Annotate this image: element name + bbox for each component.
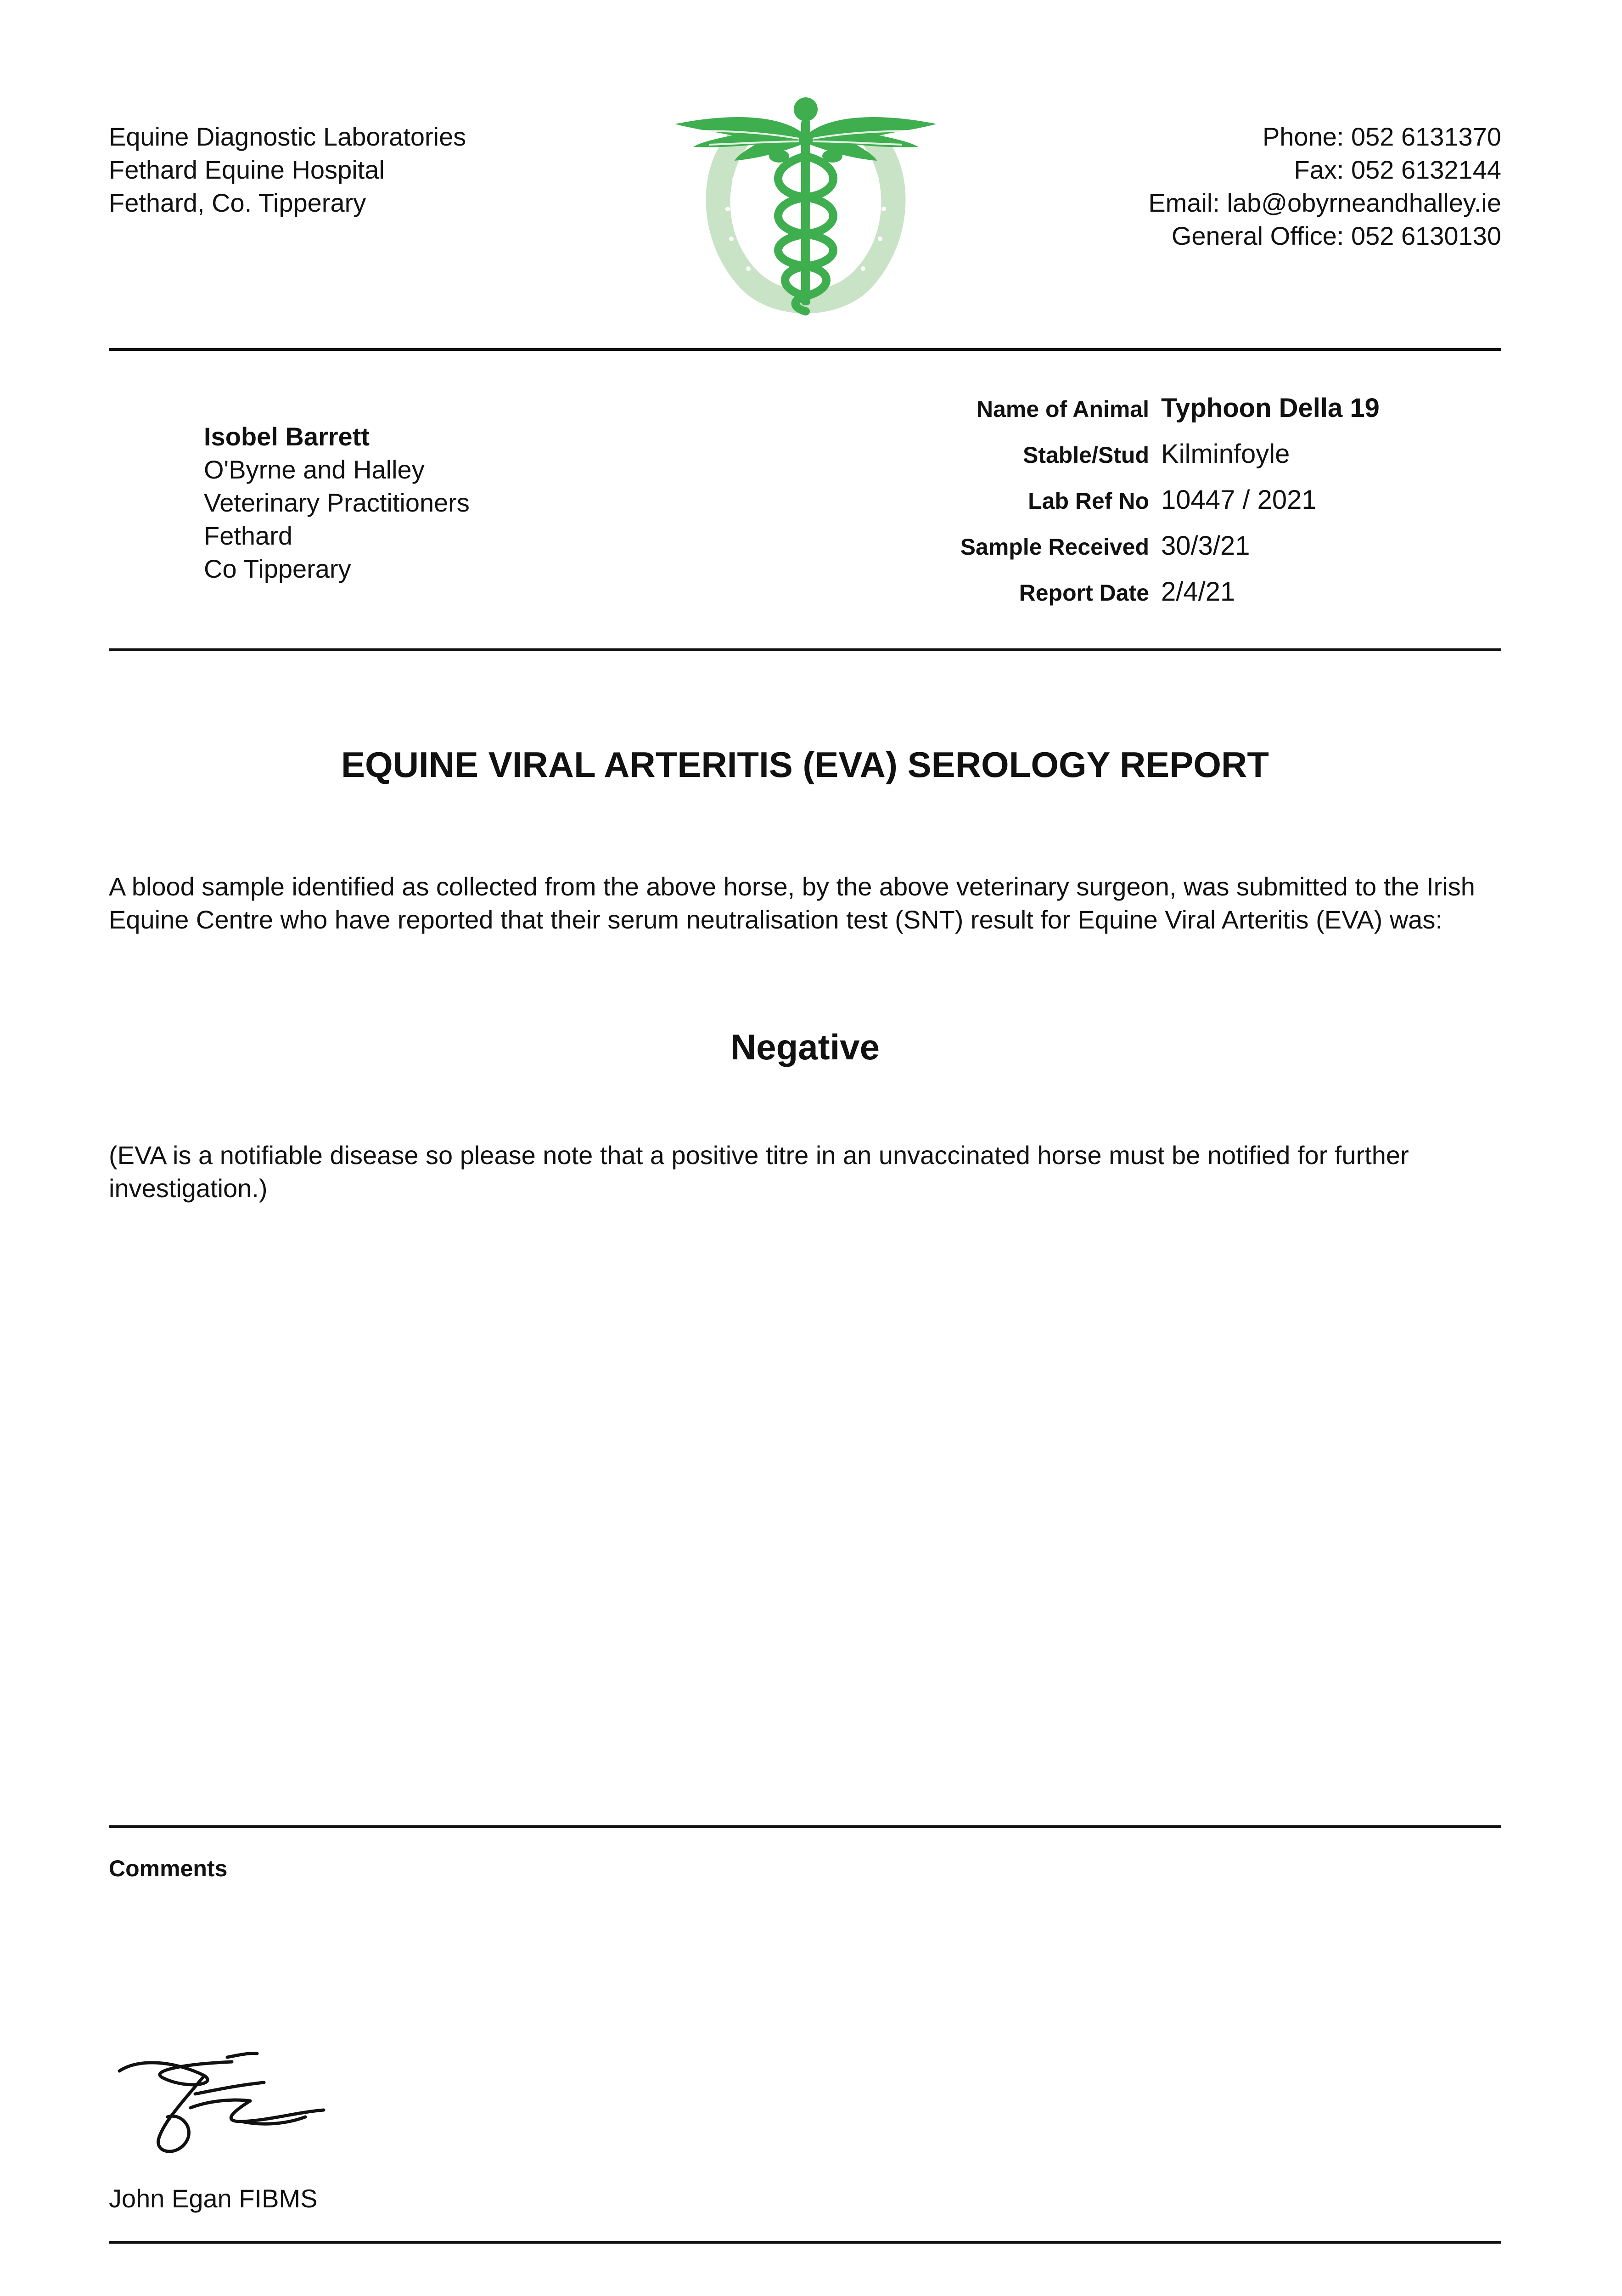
detail-row-sample-received [872, 530, 1469, 576]
recipient-address [204, 420, 470, 585]
notifiable-disease-note: (EVA is a notifiable disease so please note that a positive titre in an unvaccinated horse must be notified for further investigation.) [109, 1141, 1409, 1203]
recipient-line: Fethard [204, 521, 292, 550]
report-intro: A blood sample identified as collected from the above horse, by the above veterinary surgeon, was submitted to the Irish Equine Centre who have reported that their serum neutralisation test (SNT) result for Equine Viral Arteritis (EVA) was: [109, 872, 1475, 934]
detail-row-stable-stud [872, 439, 1469, 484]
detail-label: Sample Received [960, 534, 1149, 560]
detail-value: 2/4/21 [1161, 577, 1235, 607]
fax-number: Fax: 052 6132144 [1294, 155, 1501, 184]
report-title: EQUINE VIRAL ARTERITIS (EVA) SEROLOGY REPORT [341, 744, 1269, 785]
comments-divider [109, 1825, 1501, 1828]
detail-row-name-of-animal [872, 393, 1469, 439]
animal-details [872, 393, 1469, 622]
email-address: Email: lab@obyrneandhalley.ie [1148, 188, 1501, 217]
detail-value: Typhoon Della 19 [1161, 393, 1380, 423]
header-divider [109, 348, 1501, 351]
recipient-name: Isobel Barrett [204, 422, 370, 451]
recipient-line: Veterinary Practitioners [204, 488, 470, 517]
lab-address-line: Equine Diagnostic Laboratories [109, 122, 466, 151]
detail-row-lab-ref [872, 484, 1469, 530]
detail-value: 30/3/21 [1161, 531, 1250, 561]
details-divider [109, 648, 1501, 651]
test-result: Negative [730, 1027, 880, 1067]
lab-address [109, 120, 466, 219]
detail-label: Name of Animal [976, 396, 1149, 422]
detail-row-report-date [872, 576, 1469, 622]
detail-value: Kilminfoyle [1161, 439, 1290, 469]
detail-value: 10447 / 2021 [1161, 485, 1317, 515]
detail-label: Report Date [1019, 580, 1149, 606]
detail-label: Stable/Stud [1022, 442, 1149, 468]
lab-address-line: Fethard, Co. Tipperary [109, 188, 366, 217]
general-office-number: General Office: 052 6130130 [1171, 221, 1501, 250]
handwritten-signature [112, 2043, 342, 2163]
recipient-line: O'Byrne and Halley [204, 455, 425, 484]
signatory-name: John Egan FIBMS [109, 2184, 318, 2213]
detail-label: Lab Ref No [1028, 488, 1149, 514]
footer-divider [109, 2241, 1501, 2244]
caduceus-horseshoe-icon [668, 87, 943, 326]
phone-number: Phone: 052 6131370 [1262, 122, 1501, 151]
recipient-line: Co Tipperary [204, 554, 351, 583]
comments-label: Comments [109, 1856, 228, 1881]
contact-details [1148, 120, 1501, 253]
lab-address-line: Fethard Equine Hospital [109, 155, 385, 184]
